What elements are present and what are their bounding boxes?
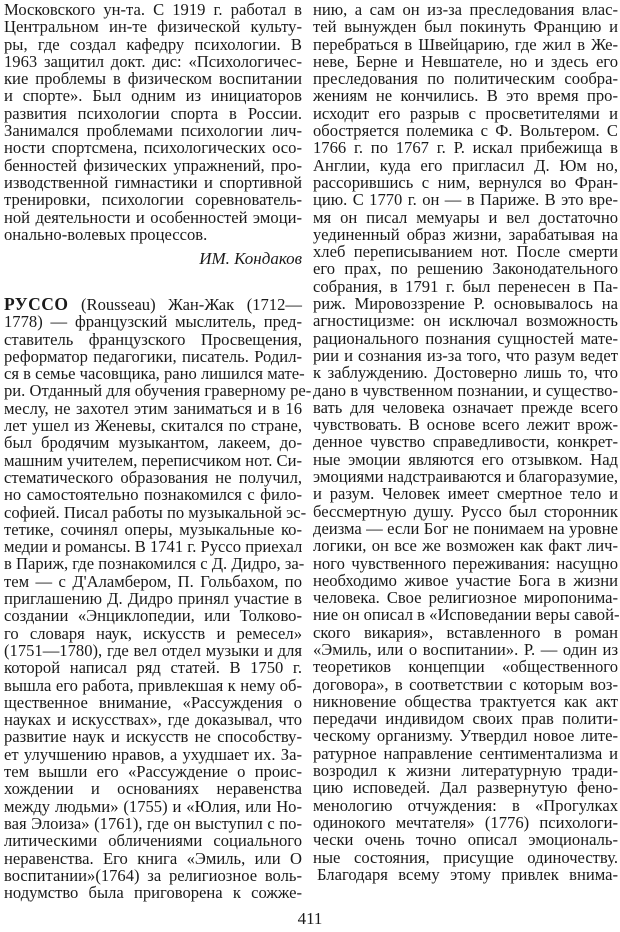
text-line: преследования по политическим сообра-: [313, 69, 618, 89]
text-line: стематического образования не получил,: [4, 467, 302, 487]
text-line: рационального познания сущностей мате-: [313, 328, 618, 348]
text-line: ставитель французского Просвещения,: [4, 329, 302, 349]
text-line: ся в семье часовщика, рано лишился мате-: [4, 364, 305, 384]
text-line: литическими обличениями социального: [4, 831, 302, 851]
text-line: ри. Отданный для обучения граверному ре-: [4, 381, 312, 401]
text-line: ной деятельности и особенностей эмоци-: [4, 207, 302, 227]
text-line: обостряется полемика с Ф. Вольтером. С: [313, 121, 618, 141]
text-line: между людьми» (1755) и «Юлия, или Но-: [4, 796, 302, 816]
text-line: Англии, куда его пригласил Д. Юм но,: [313, 155, 618, 175]
page-number: 411: [297, 909, 323, 928]
entry-heading: РУССО: [4, 294, 69, 314]
text-line: хождении и основаниях неравенства: [4, 779, 302, 799]
text-line: го словаря наук, искусств и ремесел»: [4, 623, 302, 643]
text-line: мя он писал мемуары и вел достаточно: [313, 207, 618, 227]
text-line: возродил к жизни литературную тради-: [313, 761, 618, 781]
rousseau-entry-start: [4, 294, 312, 903]
text-line: тетике, сочинял оперы, музыкальные ко-: [4, 519, 302, 539]
text-line: дано в чувственном познании, и существо-: [313, 380, 618, 400]
text-line: тем вышли его «Рассуждение о проис-: [4, 762, 302, 782]
text-line: лет ушел из Женевы, скитался по стране,: [4, 416, 302, 436]
text-line: рии и сознания из-за того, что разум ведет: [313, 345, 618, 365]
text-line: воспитании»(1764) за религиозное воль-: [4, 865, 302, 885]
text-line: вая Элоиза» (1761), где он выступил с по-: [4, 813, 302, 833]
text-line: агностицизме: он исключал возможность: [313, 311, 618, 331]
text-line: тей вынужден был покинуть Францию и: [313, 17, 618, 37]
text-line: меслу, не захотел этим заниматься и в 16: [4, 398, 302, 418]
text-line: чувствовать. В основе всего лежит врож-: [313, 415, 618, 435]
text-line: ет улучшению нравов, а ухудшает их. За-: [4, 744, 302, 764]
text-line: рассорившись с ним, вернулся во Фран-: [313, 172, 618, 192]
text-line: перебраться в Швейцарию, где жил в Же-: [313, 34, 618, 54]
text-line: теоретиков концепции «общественного: [313, 657, 618, 677]
text-line: хлеб переписыванием нот. После смерти: [313, 242, 618, 262]
text-line: и спорте». Был одним из инициаторов: [4, 86, 302, 106]
text-line: ные эмоции являются его отзывком. Над: [313, 449, 618, 469]
text-line: ние он описал в «Исповедании веры савой-: [313, 605, 620, 625]
text-line: тем — с Д'Аламбером, П. Гольбахом, по: [4, 571, 302, 591]
text-line: реформатор педагогики, писатель. Родил-: [4, 346, 302, 366]
text-line: человека. Свое религиозное миропонима-: [313, 588, 618, 608]
text-line: ного чувственного переживания: насущно: [313, 553, 618, 573]
text-line: которой написал ряд статей. В 1750 г.: [4, 658, 302, 678]
text-line: [4, 296, 302, 313]
text-line: логики, он все же возможен как факт лич-: [313, 536, 618, 556]
text-line: создании «Энциклопедии, или Толково-: [4, 606, 302, 626]
text-line: Благодаря всему этому привлек внима-: [317, 864, 618, 884]
text-line: 1778) — французский мыслитель, пред-: [4, 312, 302, 332]
text-line: вышла его работа, привлекшая к нему об-: [4, 675, 302, 695]
text-line: (1751—1780), где вел отдел музыки и для: [4, 640, 302, 660]
text-line: эмоциями надстраиваются и благоразумие,: [313, 467, 618, 487]
text-line: науках и искусствах», где доказывал, что: [4, 710, 302, 730]
text-line: медии и романсы. В 1741 г. Руссо приехал: [4, 537, 303, 557]
text-line: вать для человека означает прежде всего: [313, 397, 618, 417]
text-line: развития психологии спорта в России.: [4, 103, 302, 123]
text-line: жениям не кончились. В это время про-: [313, 86, 618, 106]
text-line: приглашению Д. Дидро принял участие в: [4, 589, 302, 609]
text-line: денное чувство справедливости, конкрет-: [313, 432, 618, 452]
text-line: ского викария», вставленного в роман: [313, 622, 618, 642]
text-line: ческому организму. Утвердил новое лите-: [313, 726, 618, 746]
entry-heading-rest: (Rousseau) Жан-Жак (1712—: [68, 295, 302, 314]
text-line: бенностей физических упражнений, про-: [4, 155, 302, 175]
text-line: развитие наук и искусств не способству-: [4, 727, 302, 747]
text-line: Московского ун-та. С 1919 г. работал в: [4, 0, 302, 19]
text-line: риж. Мировоззрение Р. основывалось на: [313, 294, 618, 314]
text-line: неравенства. Его книга «Эмиль, или О: [4, 848, 302, 868]
text-line: тренировки, психологии соревнователь-: [4, 190, 302, 210]
text-line: бессмертную душу. Руссо был сторонник: [313, 501, 618, 521]
text-line: никновение общества трактуется как акт: [313, 691, 618, 711]
text-line: но самостоятельно познакомился с фило-: [4, 485, 302, 505]
text-line: его прах, по решению Законодательного: [313, 259, 618, 279]
author-signature: ИМ. Кондаков: [199, 249, 302, 268]
text-line: и разум. Человек имеет смертное тело и: [313, 484, 618, 504]
text-line: уединенный образ жизни, зарабатывая на: [313, 224, 618, 244]
text-line: цию. С 1770 г. он — в Париже. В это вре-: [313, 190, 618, 210]
text-line: одинокого мечтателя» (1776) психологи-: [313, 812, 618, 832]
text-line: изводственной гимнастики и спортивной: [4, 172, 302, 192]
text-line: в Париж, где познакомился с Д. Дидро, за-: [4, 554, 305, 574]
text-line: Занимался проблемами психологии лич-: [4, 121, 302, 141]
text-line: 1963 защитил докт. дис: «Психологичес-: [4, 51, 302, 71]
text-line: был бродячим музыкантом, лакеем, до-: [4, 433, 302, 453]
text-line: неве, Берне и Невшателе, но и здесь его: [313, 51, 618, 71]
text-line: ратурное направление сентиментализма и: [313, 743, 618, 763]
text-line: 1766 г. по 1767 г. Р. искал прибежища в: [313, 138, 618, 158]
text-line: чески очень точно описал эмоциональ-: [313, 830, 618, 850]
text-line: цию исповедей. Дал развернутую фено-: [313, 778, 618, 798]
text-line: кие проблемы в физическом воспитании: [4, 69, 302, 89]
previous-entry-paragraph: [4, 1, 302, 243]
text-line: к заблуждению. Достоверно лишь то, что: [313, 363, 618, 383]
text-line: необходимо живое участие Бога в жизни: [313, 570, 618, 590]
text-line: софией. Писал работы по музыкальной эс-: [4, 502, 307, 522]
rousseau-entry-continued: [313, 1, 618, 883]
text-line: передачи индивидом своих прав полити-: [313, 709, 618, 729]
text-line: ные состояния, присущие одиночеству.: [313, 847, 618, 867]
text-line: щественное внимание, «Рассуждения о: [4, 692, 302, 712]
text-line: Центральном ин-те физической культу-: [4, 17, 302, 37]
text-line: машним учителем, переписчиком нот. Си-: [4, 450, 303, 470]
text-line: собрания, в 1791 г. был перенесен в Па-: [313, 276, 618, 296]
text-line: договора», в соответствии с которым воз-: [313, 674, 618, 694]
text-line: исходит его разрыв с просветителями и: [313, 103, 618, 123]
text-line: деизма — если Бог не понимаем на уровне: [313, 518, 618, 538]
text-line: ности спортсмена, психологических осо-: [4, 138, 302, 158]
text-line: нию, а сам он из-за преследования влас-: [313, 0, 618, 19]
text-line: онально-волевых процессов.: [4, 224, 208, 244]
text-line: нодумство была приговорена к сожже-: [4, 883, 302, 903]
text-line: ры, где создал кафедру психологии. В: [4, 34, 302, 54]
text-line: «Эмиль, или о воспитании». Р. — один из: [313, 639, 618, 659]
text-line: менологию отчуждения: в «Прогулках: [313, 795, 618, 815]
